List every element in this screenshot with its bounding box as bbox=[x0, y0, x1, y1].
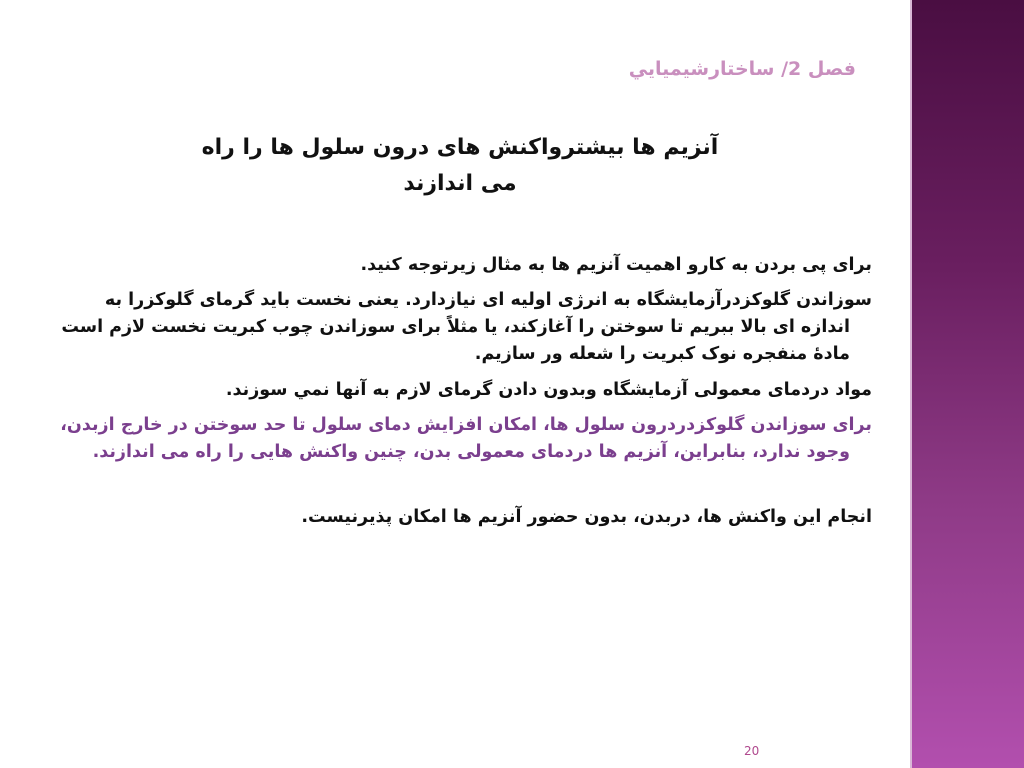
paragraph-intro: برای پی بردن به کارو اهمیت آنزیم ها به مثال زیرتوجه کنید. bbox=[360, 255, 872, 275]
decorative-sidebar bbox=[912, 0, 1024, 768]
slide-heading: آنزیم ها بیشترواکنش های درون سلول ها را راه می اندازند bbox=[201, 135, 719, 197]
slide-body bbox=[50, 252, 872, 539]
paragraph-conclusion: انجام این واکنش ها، دربدن، بدون حضور آنزیم ها امکان پذیرنیست. bbox=[301, 506, 872, 527]
section-title: فصل 2/ ساختارشيميايي bbox=[628, 58, 856, 80]
page-number: 20 bbox=[744, 744, 760, 758]
paragraph-glucose-lab: سوزاندن گلوکزدرآزمایشگاه به انرژی اولیه ای نیازدارد. یعنی نخست باید گرمای گلوکزرا به اندازه ای بالا ببریم تا سوختن را آغازکند، یا مثلاً برای سوزاندن چوب کبریت نخست لازم است مادۀ منفجره نوک کبریت را شعله ور سازیم. bbox=[61, 290, 872, 365]
paragraph-cell-enzymes: برای سوزاندن گلوکزدردرون سلول ها، امکان افزایش دمای سلول تا حد سوختن در خارج ازبدن، وجود ندارد، بنابراین، آنزیم ها دردمای معمولی بدن، چنین واکنش هایی را راه می اندازند. bbox=[60, 414, 872, 462]
paragraph-room-temperature: مواد دردمای معمولی آزمایشگاه وبدون دادن گرمای لازم به آنها نمي سوزند. bbox=[225, 379, 872, 400]
